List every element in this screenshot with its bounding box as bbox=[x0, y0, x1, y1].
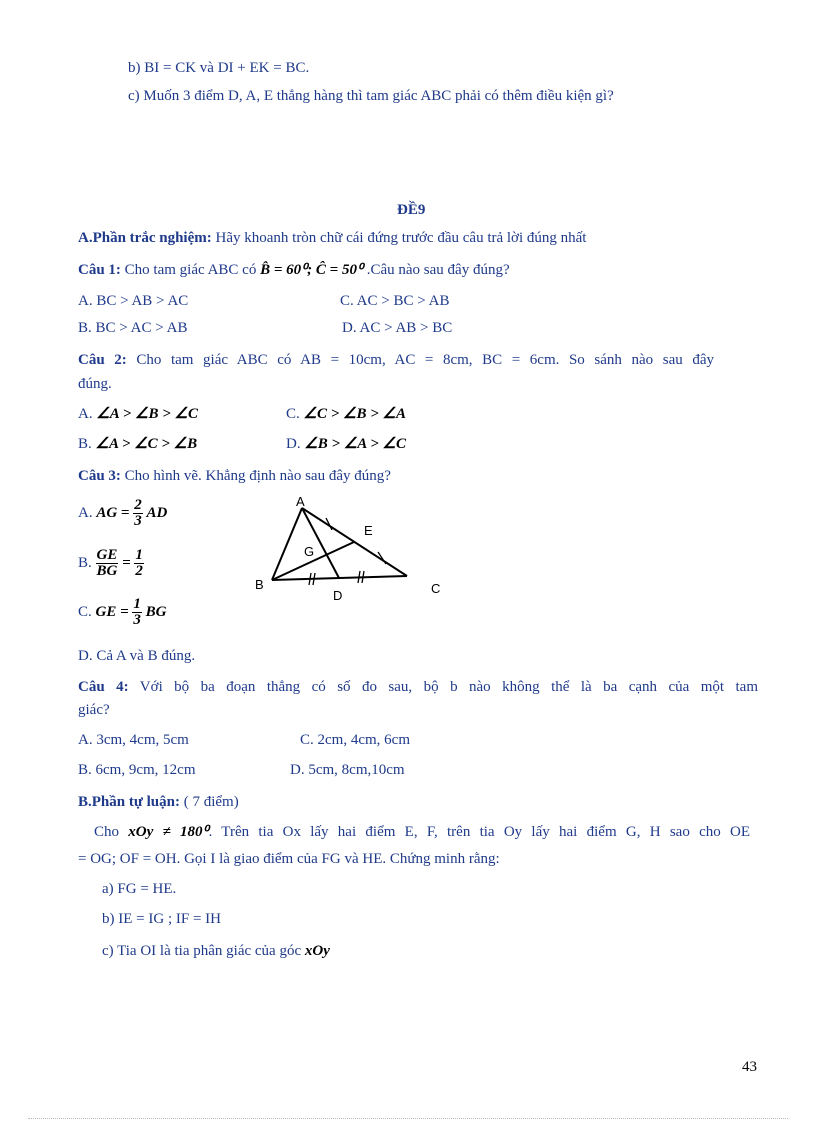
fraction-denominator: BG bbox=[96, 563, 118, 580]
q4-option-a: A. 3cm, 4cm, 5cm bbox=[78, 732, 189, 748]
fraction-numerator: 2 bbox=[134, 497, 142, 514]
part-b-points: ( 7 điểm) bbox=[179, 794, 239, 810]
q3-option-a-letter: A. bbox=[78, 505, 93, 521]
q1-option-a: A. BC > AB > AC bbox=[78, 293, 189, 309]
label-b: B bbox=[255, 577, 264, 592]
exam-title: ĐỀ9 bbox=[397, 202, 426, 218]
q1-math: B̂ = 60⁰; Ĉ = 50⁰ bbox=[260, 262, 363, 278]
q3-option-c-letter: C. bbox=[78, 604, 92, 620]
q3-option-a bbox=[78, 497, 167, 529]
fraction-denominator: 3 bbox=[134, 513, 142, 530]
q2-option-a-letter: A. bbox=[78, 406, 97, 422]
q4-stem-line1 bbox=[78, 677, 758, 697]
q2-option-a bbox=[78, 404, 198, 424]
fraction-numerator: 1 bbox=[133, 596, 141, 613]
q1-text-post: .Câu nào sau đây đúng? bbox=[362, 262, 510, 278]
part-c-item: c) Muốn 3 điểm D, A, E thẳng hàng thì tam giác ABC phải có thêm điều kiện gì? bbox=[128, 88, 614, 104]
label-c: C bbox=[431, 581, 441, 596]
q4-option-b: B. 6cm, 9cm, 12cm bbox=[78, 762, 196, 778]
part-b-item-b: b) IE = IG ; IF = IH bbox=[102, 911, 221, 927]
median-ad bbox=[302, 508, 339, 578]
q3-text: Cho hình vẽ. Khẳng định nào sau đây đúng? bbox=[120, 468, 391, 484]
q3-option-c-fraction bbox=[132, 597, 142, 628]
q2-stem-line1 bbox=[78, 350, 714, 370]
part-b-line2: = OG; OF = OH. Gọi I là giao điểm của FG và HE. Chứng minh rằng: bbox=[78, 851, 500, 867]
q2-option-b-math: ∠A > ∠C > ∠B bbox=[95, 436, 198, 452]
part-a-heading bbox=[78, 228, 586, 248]
part-b-line1-pre: Cho bbox=[94, 824, 129, 840]
q3-option-b bbox=[78, 547, 144, 579]
page-number: 43 bbox=[742, 1059, 757, 1075]
part-a-instruction: Hãy khoanh tròn chữ cái đứng trước đầu câu trả lời đúng nhất bbox=[211, 230, 587, 246]
q2-option-c-letter: C. bbox=[286, 406, 304, 422]
q2-option-c-math: ∠C > ∠B > ∠A bbox=[303, 406, 406, 422]
q4-option-c: C. 2cm, 4cm, 6cm bbox=[300, 732, 410, 748]
part-b-line1 bbox=[94, 822, 750, 842]
q4-label: Câu 4: bbox=[78, 679, 129, 695]
q2-option-d-math: ∠B > ∠A > ∠C bbox=[304, 436, 406, 452]
part-b-label: B.Phần tự luận: bbox=[78, 794, 180, 810]
q2-option-b-letter: B. bbox=[78, 436, 96, 452]
segment-ac bbox=[302, 508, 407, 576]
q2-option-d-letter: D. bbox=[286, 436, 305, 452]
label-e: E bbox=[364, 523, 373, 538]
q3-option-b-fraction-2 bbox=[134, 548, 144, 579]
q2-option-a-math: ∠A > ∠B > ∠C bbox=[96, 406, 198, 422]
q2-stem-line2: đúng. bbox=[78, 376, 112, 392]
angle-xoy-math: xOy ≠ 180⁰ bbox=[128, 824, 209, 840]
q3-option-c bbox=[78, 596, 167, 628]
triangle-figure bbox=[248, 494, 458, 606]
part-a-label: A.Phần trắc nghiệm: bbox=[78, 230, 212, 246]
q1-stem bbox=[78, 260, 510, 280]
q1-text: Cho tam giác ABC có bbox=[120, 262, 261, 278]
q1-option-c: C. AC > BC > AB bbox=[340, 293, 450, 309]
part-b-item: b) BI = CK và DI + EK = BC. bbox=[128, 60, 310, 76]
tick-marks bbox=[309, 518, 386, 585]
q2-option-b bbox=[78, 434, 197, 454]
fraction-numerator: GE bbox=[96, 547, 118, 564]
q3-option-b-letter: B. bbox=[78, 555, 92, 571]
q3-option-b-equals: = bbox=[122, 555, 131, 571]
fraction-denominator: 3 bbox=[133, 612, 141, 629]
q2-option-c bbox=[286, 404, 406, 424]
q3-option-a-rhs: AD bbox=[146, 505, 168, 521]
q3-option-a-lhs: AG = bbox=[96, 505, 130, 521]
q4-stem-line2: giác? bbox=[78, 702, 110, 718]
footer-divider bbox=[28, 1118, 788, 1119]
q3-option-b-fraction bbox=[96, 548, 119, 579]
segment-bc bbox=[272, 576, 407, 580]
label-d: D bbox=[333, 588, 343, 603]
q2-text: Cho tam giác ABC có AB = 10cm, AC = 8cm, BC = 6cm. So sánh nào sau đây bbox=[126, 352, 714, 368]
q2-option-d bbox=[286, 434, 406, 454]
q3-option-c-lhs: GE = bbox=[95, 604, 129, 620]
part-b-line1-post: . Trên tia Ox lấy hai điểm E, F, trên tia Oy lấy hai điểm G, H sao cho OE bbox=[208, 824, 750, 840]
q3-option-c-rhs: BG bbox=[145, 604, 167, 620]
angle-xoy: xOy bbox=[304, 943, 330, 959]
triangle-lines bbox=[272, 508, 407, 580]
q2-label: Câu 2: bbox=[78, 352, 127, 368]
part-b-item-c bbox=[102, 941, 330, 961]
fraction-numerator: 1 bbox=[135, 547, 143, 564]
q3-option-a-fraction bbox=[133, 498, 143, 529]
q3-stem bbox=[78, 466, 391, 486]
q4-text: Với bộ ba đoạn thẳng có số đo sau, bộ b nào không thể là ba cạnh của một tam bbox=[128, 679, 759, 695]
q1-option-d: D. AC > AB > BC bbox=[342, 320, 453, 336]
q4-option-d: D. 5cm, 8cm,10cm bbox=[290, 762, 405, 778]
q3-label: Câu 3: bbox=[78, 468, 121, 484]
label-g: G bbox=[304, 544, 315, 559]
q1-label: Câu 1: bbox=[78, 262, 121, 278]
label-a: A bbox=[296, 494, 305, 509]
q1-option-b: B. BC > AC > AB bbox=[78, 320, 188, 336]
part-b-item-c-text: c) Tia OI là tia phân giác của góc bbox=[102, 943, 305, 959]
part-b-item-a: a) FG = HE. bbox=[102, 881, 177, 897]
fraction-denominator: 2 bbox=[135, 563, 143, 580]
q3-option-d: D. Cả A và B đúng. bbox=[78, 648, 196, 664]
part-b-heading bbox=[78, 792, 239, 812]
